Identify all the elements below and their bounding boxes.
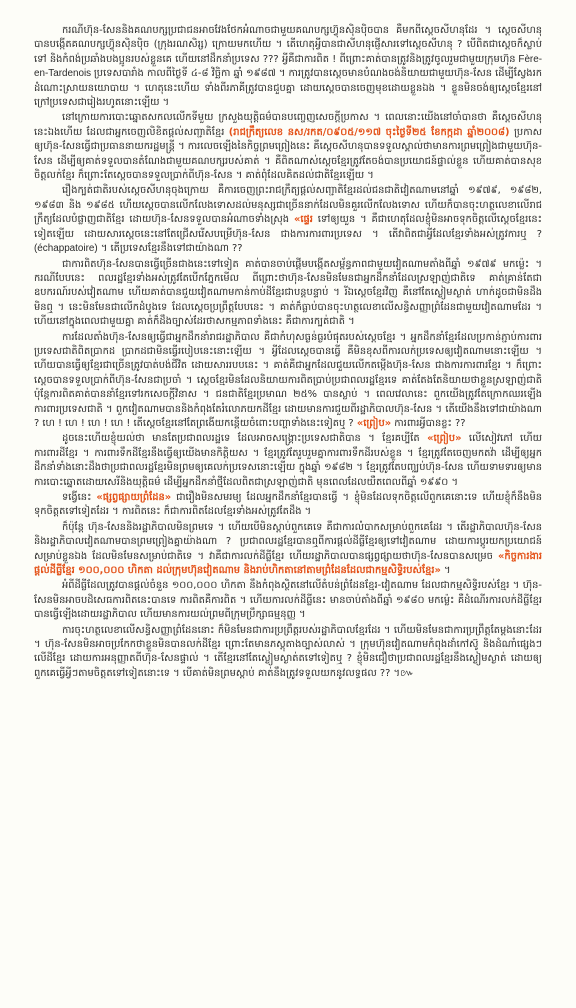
body-text: ។: [440, 565, 451, 577]
article-paragraph: [34, 624, 542, 682]
body-text: ប្រកាសឲ្យហ៊ុន-សែនធ្វើជាប្រធាននាយករដ្ឋមន្ត្រី ។ ការលេចឡើងនៃកិច្ចព្រមព្រៀងនេះ គឺស្ដេចសីហនុបានទទួលស្គាល់ថាមានការព្រមព្រៀងជាមួយហ៊ុន-សែន ដើម្បីឲ្យគាត់ទទួលបានតំណែងជាមួយគណបក្សរបស់គាត់ ។ គឺពិតណាស់ស្ដេចខ្មែរត្រូវតែចង់បានប្រយោជន៍ផ្ទាល់ខ្លួន ហើយគាត់បានសុខចិត្តលក់ខ្មែរ ក៏ព្រោះតែស្ដេចបានទទួលប្រាក់ពីហ៊ុន-សែន ។ គាត់ពុំដែលគិតដល់ជាតិខ្មែរឡើយ ។: [34, 126, 542, 182]
highlighted-text: «ផ្ទេរ: [293, 214, 313, 226]
article-paragraph: [34, 24, 542, 110]
body-text: ។ តើប្រទេសខ្មែរនឹងទៅជាយ៉ាងណា ??: [97, 243, 243, 255]
highlighted-text: «ផ្សព្វផ្សាយព្រំដែន»: [96, 492, 172, 503]
article-paragraph: [34, 258, 542, 330]
article-paragraph: [34, 111, 542, 183]
article-paragraph: [34, 491, 542, 520]
body-text: ប្រទេសបារាំង កាលពីថ្ងៃទី ៤-៨ វិច្ឆិកា ឆ្នាំ ១៩៨៧ ។ ការត្រូវបានស្ដេចមានបំណងចង់និយាយជាមួយហ៊ុន-សែន ដើម្បីស្វែងរកដំណោះស្រាយនយោបាយ ។ ហេតុនេះហើយ ទាំងពីរភាគីត្រូវបានជួបគ្នា ដោយស្ដេចបានចេញមុខដោយខ្លួនឯង ។ ខ្លួនមិនចង់ឲ្យស្ដេចខ្មែរនៅក្រៅប្រទេសជារៀងរហូតនោះឡើយ ។: [34, 68, 542, 109]
body-text: ទៅឲ្យយួន ។ គឺជាហេតុដែលខ្ញុំមិនអាចទុកចិត្តលើស្ដេចខ្មែរនេះទៀតឡើយ ដោយសារស្ដេចនេះនៅតែជ្រើសរើសបម្រើហ៊ុន-សែន ជាងការការពារប្រទេស ។ តើវាពិតជាអ្វីដែលខ្មែរទាំងអស់ត្រូវការឬ ?: [34, 214, 542, 240]
body-text: Fère-en-Tardenois: [34, 53, 543, 80]
article-body: [34, 24, 542, 681]
highlighted-text: (រាជក្រឹត្យលេខ នស/រកត/០៩០៥/១១៧ ចុះថ្ងៃទី២៥ ខែកក្កដា ឆ្នាំ២០០៨): [228, 126, 510, 138]
body-text: លើសៀវភៅ ហើយការពារដីខ្មែរ ។ ការពារទឹកដីខ្មែរនឹងធ្វើឲ្យយើងមានកិត្តិយស ។ ខ្មែរត្រូវតែរួបរួមគ្នាការពារទឹកដីរបស់ខ្លួន ។ ខ្មែរត្រូវតែចេញមកតវ៉ា ដើម្បីឲ្យអ្នកដឹកនាំទាំងនោះដឹងថាប្រជាពលរដ្ឋខ្មែរមិនព្រមឲ្យគេលក់ប្រទេសនោះឡើយ ក្នុងឆ្នាំ ១៩៨២ ។ ខ្មែរត្រូវតែបញ្ឈប់ហ៊ុន-សែន ហើយទាមទារឲ្យមានការបោះឆ្នោតដោយសេរីនិងយុត្តិធម៌ ដើម្បីអ្នកដឹកនាំថ្មីដែលពិតជាស្រឡាញ់ជាតិ មុនពេលដែលយឺតពេលពីឆ្នាំ ១៩៩០ ។: [34, 433, 542, 488]
body-text: ការពារអ្វីបានខ្លះ ??: [391, 417, 466, 429]
body-text: ទង្វើនេះ: [62, 492, 97, 503]
article-paragraph: [34, 331, 542, 432]
highlighted-text: «ព្រៀប»: [356, 417, 392, 429]
body-text: ករណីហ៊ុន-សែននិងគណបក្សប្រជាជនអាចវែងថែកអំណាចជាមួយគណបក្សហ៊្វុនស៊ិនប៉ិចបាន គឺមកពីស្ដេចសីហនុដែរ ។ ស្ដេចសីហនុបានបង្កើតគណបក្សហ៊្វុនស៊ិនប៉ិច (ក្រុងរណសិរ្ស) ក្រោយមកហើយ ។ តើហេតុអ្វីបានជាសីហនុផ្ញើសារទៅស្ដេចសីហនុ ? បើពិតជាស្ដេចក៏ស្លាប់ទៅ និងកំពង់ប្រឆាំងបងប្អូនរបស់ខ្លួនគេ ហើយនៅដឹកនាំប្រទេស ??? អ្វីគឺជាការពិត ! ពីព្រោះគាត់បានត្រូវនិងត្រូវចូលរួមជាមួយក្រុមហ៊ុន: [34, 25, 542, 65]
article-paragraph: [34, 432, 542, 490]
body-text: ដូចនេះហើយខ្ញុំយល់ថា មានតែប្រជាពលរដ្ឋទេ ដែលអាចសង្គ្រោះប្រទេសជាតិបាន ។ ខ្មែរគប្បីតែ: [62, 433, 428, 445]
highlighted-text: «ព្រៀប»: [427, 433, 462, 445]
body-text: (échappatoire): [34, 243, 98, 255]
article-paragraph: [34, 579, 542, 622]
body-text: បានស្លាប់ ។ ពេលវេលានេះ ពួកយើងត្រូវតែក្រោកឈរឡើងការពារប្រទេសជាតិ ។ ពួកវៀតណាមបាននិងកំពុងតែរំលោភយកដីខ្មែរ ដោយមានការជួយពីរដ្ឋាភិបាលហ៊ុន-សែន ។ តើយើងនឹងទៅជាយ៉ាងណា ? ហេ ! ហេ ! ហេ ! ហេ ! តើស្ដេចខ្មែរនៅតែព្រងើយកន្តើយចំពោះបញ្ហាទាំងនេះទៀតឬ ?: [34, 389, 542, 429]
body-text: អំពីដីធ្លីដែលត្រូវបានផ្ដល់ចំនួន ១០០,០០០ ហិកតា នឹងកំពុងស្ថិតនៅលើតំបន់ព្រំដែនខ្មែរ-វៀតណាម ដែលជាកម្មសិទ្ធិរបស់ខ្មែរ ។ ហ៊ុន-សែនមិនអាចបដិសេធការពិតនេះបានទេ ការពិតគឺការពិត ។ ហើយការលក់ដីធ្លីនេះ មានចាប់តាំងពីឆ្នាំ ១៩៨០ មកម៉្លេះ គឺដំណើរការលក់ដីធ្លីខ្មែរបានធ្វើឡើងដោយរដ្ឋាភិបាល ហើយមានការយល់ព្រមពីក្រុមប្រឹក្សាធម្មនុញ្ញ ។: [34, 580, 542, 621]
body-text: រឿងក្បត់ជាតិរបស់ស្ដេចសីហនុចុងក្រោយ គឺការចេញព្រះរាជក្រឹត្យផ្ដល់សញ្ជាតិខ្មែរដល់ជនជាតិវៀតណាមនៅឆ្នាំ ១៩៧៩, ១៩៨២, ១៩៨៣ និង ១៩៨៥ ហើយស្ដេចបានលើកលែងទោសដល់មនុស្សជាច្រើននាក់ដែលមិនគួរលើកលែងទោស ហើយក៏បានចុះហត្ថលេខាលើរាជក្រឹត្យដែលបំផ្លាញជាតិខ្មែរ ដោយហ៊ុន-សែនទទួលបានអំណាចទាំងស្រុង: [34, 185, 542, 226]
body-text: ក៏ប៉ុន្តែ ហ៊ុន-សែននិងរដ្ឋាភិបាលមិនព្រមទេ ។ ហើយបើមិនស្ដាប់ពួកគេទេ គឺជាការលំបាកសម្រាប់ពួកគេដែរ ។ តើរដ្ឋាភិបាលហ៊ុន-សែននិងរដ្ឋាភិបាលវៀតណាមបានព្រមព្រៀងគ្នាយ៉ាងណា ? ប្រជាពលរដ្ឋខ្មែរបានឮពីការផ្ដល់ដីធ្លីខ្មែរឲ្យទៅវៀតណាម ដោយការប្ដូរយកប្រយោជន៍សម្រាប់ខ្លួនឯង ដែលមិនមែនសម្រាប់ជាតិទេ ។ វាគឺជាការលក់ដីធ្លីខ្មែរ ហើយរដ្ឋាភិបាលបានផ្សព្វផ្សាយថាហ៊ុន-សែនបានសម្រេច: [34, 521, 542, 562]
end-mark: ៚: [400, 667, 415, 679]
body-text: ការចុះហត្ថលេខាលើសន្ធិសញ្ញាព្រំដែននោះ ក៏មិនមែនជាការប្រព្រឹត្តរបស់រដ្ឋាភិបាលខ្មែរដែរ ។ ហើយមិនមែនជាការប្រព្រឹត្តតែម្ដងនោះដែរ ។ ហ៊ុន-សែនមិនអាចប្រកែកថាខ្លួនមិនបានលក់ដីខ្មែរ ព្រោះតែមានភស្តុតាងច្បាស់លាស់ ។ ក្រុមហ៊ុនវៀតណាមកំពុងដាំកៅស៊ូ និងដំណាំផ្សេងៗ លើដីខ្មែរ ដោយការអនុញ្ញាតពីហ៊ុន-សែនផ្ទាល់ ។ តើខ្មែរនៅតែស្ងៀមស្ងាត់តទៅទៀតឬ ? ខ្ញុំមិនជឿថាប្រជាពលរដ្ឋខ្មែរនឹងស្ងៀមស្ងាត់ ដោយឲ្យពួកគេធ្វើអ្វីៗតាមចិត្តតទៅទៀតនោះទេ ។ បើគាត់មិនព្រមស្ដាប់ គាត់នឹងត្រូវទទួលយកនូវលទ្ធផល ?? ។: [34, 624, 542, 679]
body-text: ជារឿងមិនសមរម្យ ដែលអ្នកដឹកនាំខ្មែរបានធ្វើ ។ ខ្ញុំមិនដែលទុកចិត្តលើពួកគេនោះទេ ហើយខ្ញុំក៏នឹងមិនទុកចិត្តតទៅទៀតដែរ ។ ការពិតនេះ ក៏ជាការពិតដែលខ្មែរទាំងអស់ត្រូវតែដឹង ។: [34, 492, 542, 518]
highlighted-text: «កិច្ចការងារផ្ដល់ដីធ្លីខ្មែរ ១០០,០០០ ហិកតា ដល់ក្រុមហ៊ុនវៀតណាម និងរាប់ហិកតានៅតាមព្រំដែនដែលជាកម្មសិទ្ធិរបស់ខ្មែរ»: [34, 550, 542, 577]
body-text: ២៥%: [293, 389, 317, 401]
article-paragraph: [34, 521, 542, 579]
body-text: នៅក្រោយការបោះឆ្នោតសកលលើកទីមួយ ក្រសួងយុត្តិធម៌បានបញ្ចេញសេចក្ដីប្រកាស ។ ពេលនោះយើងនៅចាំបានថា គឺស្ដេចសីហនុនេះឯងហើយ ដែលជាអ្នកចេញលិខិតផ្ដល់សញ្ជាតិខ្មែរ: [34, 112, 542, 138]
body-text: ជាការពិតហ៊ុន-សែនបានធ្វើច្រើនជាងនេះទៅទៀត គាត់បានចាប់ផ្ដើមបង្កើតសម្ព័ន្ធភាពជាមួយវៀតណាមតាំងពីឆ្នាំ ១៩៧៩ មកម៉្លេះ ។ ករណីបែបនេះ ពលរដ្ឋខ្មែរទាំងអស់ត្រូវតែបើកភ្នែកមើល ពីព្រោះថាហ៊ុន-សែនមិនមែនជាអ្នកដឹកនាំដែលស្រឡាញ់ជាតិទេ គាត់គ្រាន់តែជាឧបករណ៍របស់វៀតណាម ហើយគាត់បានជួយវៀតណាមកាន់កាប់ដីខ្មែរជាបន្តបន្ទាប់ ។ រីឯស្ដេចខ្មែរវិញ គឺនៅតែស្ងៀមស្ងាត់ ហាក់ដូចជាមិនដឹងមិនឮ ។ នេះមិនមែនជាលើកដំបូងទេ ដែលស្ដេចប្រព្រឹត្តបែបនេះ ។ គាត់ក៏ធ្លាប់បានចុះហត្ថលេខាលើសន្ធិសញ្ញាព្រំដែនជាមួយវៀតណាមដែរ ។ ហើយនៅក្នុងពេលជាមួយគ្នា គាត់ក៏ដឹងច្បាស់ដែរថាសកម្មភាពទាំងនេះ គឺជាការក្បត់ជាតិ ។: [34, 258, 542, 328]
article-paragraph: [34, 184, 542, 256]
body-text: ការដែលតាំងហ៊ុន-សែនឲ្យធ្វើជាអ្នកដឹកនាំរាជរដ្ឋាភិបាល គឺជាកំហុសធ្ងន់ធ្ងរបំផុតរបស់ស្ដេចខ្មែរ ។ អ្នកដឹកនាំខ្មែរដែលប្រកាន់ភ្ជាប់ការពារប្រទេសជាតិពិតប្រាកដ ប្រាកដជាមិនធ្វើរបៀបនេះនោះឡើយ ។ អ្វីដែលស្ដេចបានធ្វើ គឺមិនខុសពីការលក់ប្រទេសឲ្យវៀតណាមនោះឡើយ ។ ហើយបានធ្វើឲ្យខ្មែរជាច្រើនត្រូវបាត់បង់ជីវិត ដោយសាររបបនេះ ។ គាត់គឺជាអ្នកដែលជួយលើកតម្កើងហ៊ុន-សែន ជាងការការពារខ្មែរ ។ ក៏ព្រោះស្ដេចបានទទួលប្រាក់ពីហ៊ុន-សែនជាប្រចាំ ។ ស្ដេចខ្មែរមិនដែលនិយាយការពិតប្រាប់ប្រជាពលរដ្ឋខ្មែរទេ គាត់តែងតែនិយាយថាខ្លួនស្រឡាញ់ជាតិ ប៉ុន្តែការពិតគាត់បាននាំខ្មែរទៅរកសេចក្ដីវិនាស ។ ជនជាតិខ្មែរប្រមាណ: [34, 331, 542, 401]
